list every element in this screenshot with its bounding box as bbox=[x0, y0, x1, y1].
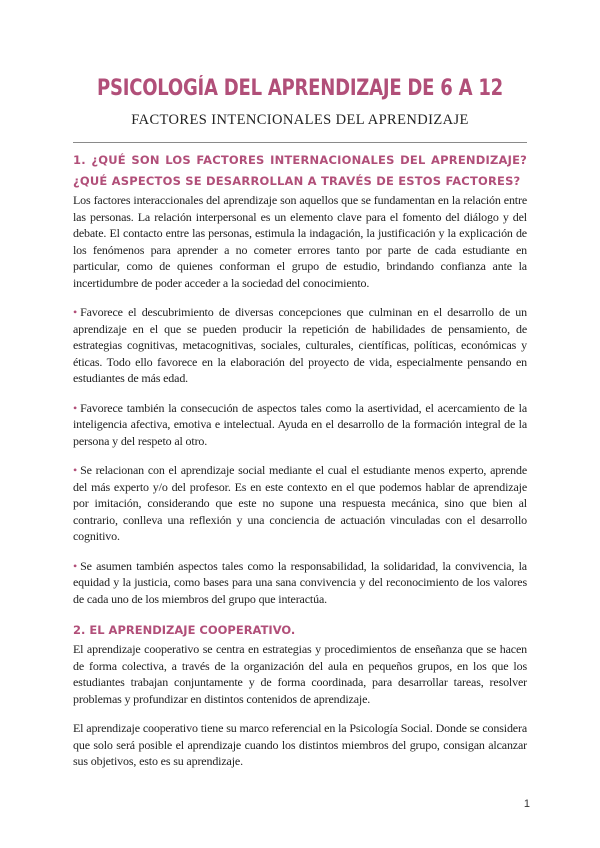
bullet-paragraph bbox=[73, 462, 527, 545]
bullet-icon: • bbox=[73, 305, 78, 319]
section-heading-1: 1. ¿QUÉ SON LOS FACTORES INTERNACIONALES DEL APRENDIZAJE? ¿QUÉ ASPECTOS SE DESARROLLAN A TRAVÉS DE ESTOS FACTORES? bbox=[73, 153, 527, 188]
bullet-icon: • bbox=[73, 400, 78, 415]
bullet-icon: • bbox=[73, 463, 78, 477]
bullet-paragraph bbox=[73, 304, 527, 387]
bullet-text: Se relacionan con el aprendizaje social mediante el cual el estudiante menos experto, aprende del más experto y/o del profesor. Es en este contexto en el que podemos hablar de aprendizaje por imitación, considerando que este no supone una respuesta mecánica, sino que bien al contrario, conlleva una reflexión y una conciencia de actuación vinculadas con el desarrollo cognitivo. bbox=[73, 463, 527, 543]
section-2-paragraph: El aprendizaje cooperativo tiene su marco referencial en la Psicología Social. Donde se considera que solo será posible el aprendizaje cuando los distintos miembros del grupo, consigan alcanzar sus objetivos, esto es su aprendizaje. bbox=[73, 721, 527, 768]
document-subtitle: FACTORES INTENCIONALES DEL APRENDIZAJE bbox=[131, 112, 469, 128]
section-heading-2: 2. EL APRENDIZAJE COOPERATIVO. bbox=[73, 623, 296, 637]
bullet-paragraph bbox=[73, 558, 527, 608]
section-2-paragraph: El aprendizaje cooperativo se centra en estrategias y procedimientos de enseñanza que se hacen de forma colectiva, a través de la organización del aula en pequeños grupos, en los que los estudiantes trabajan conjuntamente y de forma coordinada, para desarrollar tareas, resolver problemas y profundizar en distintos contenidos de aprendizaje. bbox=[73, 642, 527, 706]
page-number: 1 bbox=[523, 798, 530, 810]
bullet-text: Se asumen también aspectos tales como la responsabilidad, la solidaridad, la convivencia, la equidad y la justicia, como bases para una sana convivencia y del reconocimiento de los valores de cada uno de los miembros del grupo que interactúa. bbox=[73, 558, 527, 606]
bullet-icon: • bbox=[73, 558, 78, 573]
document-title: PSICOLOGÍA DEL APRENDIZAJE DE 6 A 12 bbox=[97, 76, 503, 101]
section-1-intro-paragraph: Los factores interaccionales del aprendizaje son aquellos que se fundamentan en la relación entre las personas. La relación interpersonal es un elemento clave para el fomento del diálogo y del debate. El contacto entre las personas, estimula la indagación, la justificación y la explicación de los fenómenos para aprender a no cometer errores tanto por parte de cada estudiante en particular, como de quienes conforman el grupo de estudio, brindando confianza ante la incertidumbre de poder acceder a la sociedad del conocimiento. bbox=[73, 193, 527, 290]
header-divider bbox=[73, 142, 527, 143]
bullet-text: Favorece el descubrimiento de diversas concepciones que culminan en el desarrollo de un aprendizaje en el que se pueden producir la repetición de habilidades de pensamiento, de estrategias cognitivas, metacognitivas, sociales, culturales, científicas, políticas, económicas y éticas. Todo ello favorece en la elaboración del proyecto de vida, especialmente pensando en estudiantes de más edad. bbox=[73, 305, 527, 385]
bullet-text: Favorece también la consecución de aspectos tales como la asertividad, el acercamiento de la inteligencia afectiva, emotiva e intelectual. Ayuda en el desarrollo de la formación integral de la persona y del respeto al otro. bbox=[73, 400, 527, 448]
document-body bbox=[73, 150, 527, 783]
bullet-paragraph bbox=[73, 400, 527, 450]
